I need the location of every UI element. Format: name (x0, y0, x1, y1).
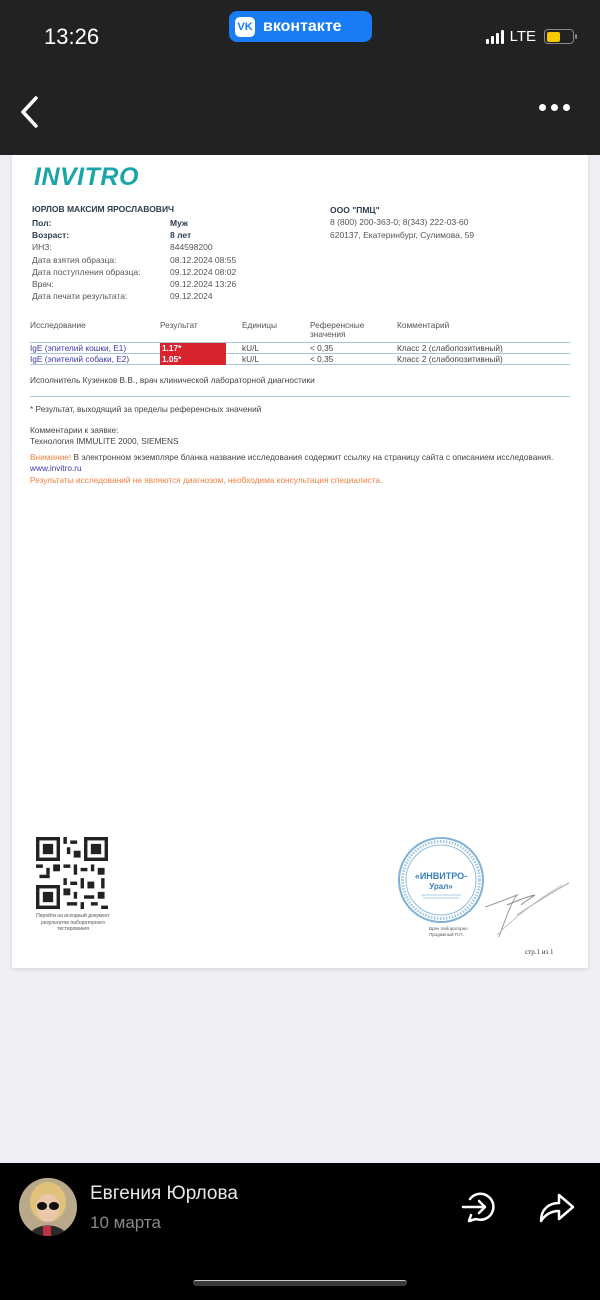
header-comment: Комментарий (397, 320, 450, 330)
attention-label: Внимание! (30, 452, 72, 462)
disclaimer: Результаты исследований не являются диагнозом, необходима консультация специалиста. (30, 475, 383, 485)
field-value: Муж (170, 218, 188, 228)
svg-text:«ИНВИТРО-: «ИНВИТРО- (414, 871, 468, 881)
reply-icon (460, 1189, 502, 1225)
ellipsis-icon (539, 104, 546, 111)
signature-icon (477, 875, 577, 945)
doctor-caption (429, 926, 468, 938)
status-indicators (486, 28, 574, 45)
website-link[interactable]: www.invitro.ru (30, 462, 82, 473)
reference: < 0,35 (310, 343, 334, 353)
technology: Технология IMMULITE 2000, SIEMENS (30, 435, 179, 446)
attention-note (30, 452, 575, 473)
table-row (30, 354, 570, 365)
footnote: * Результат, выходящий за пределы референсных значений (30, 404, 262, 414)
app-return-label: вконтакте (263, 17, 342, 35)
comments-label: Комментарии к заявке: (30, 425, 119, 435)
header-test: Исследование (30, 320, 86, 330)
table-row (30, 343, 570, 354)
svg-text:Урал»: Урал» (429, 882, 453, 891)
share-button[interactable] (535, 1189, 579, 1225)
comment: Класс 2 (слабопозитивный) (397, 354, 503, 364)
attention-text: В электронном экземпляре бланка название исследования содержит ссылку на страницу сайта с описанием исследования. (71, 452, 554, 462)
home-indicator[interactable] (193, 1280, 407, 1286)
avatar-photo-icon (19, 1178, 77, 1236)
field-label: Дата взятия образца: (32, 254, 117, 265)
signal-icon (486, 30, 504, 44)
field-value: 09.12.2024 13:26 (170, 279, 237, 290)
units: kU/L (242, 343, 260, 353)
field-value: 09.12.2024 (170, 291, 213, 302)
doctor-role: Врач лабораторно (429, 926, 468, 931)
field-value: 09.12.2024 08:02 (170, 266, 237, 277)
comment: Класс 2 (слабопозитивный) (397, 343, 503, 353)
post-date: 10 марта (90, 1213, 161, 1232)
field-label: Дата поступления образца: (32, 266, 141, 277)
org-phones: 8 (800) 200-363-0; 8(343) 222-03-60 (330, 217, 469, 228)
back-button[interactable] (16, 94, 44, 130)
executor: Исполнитель Кузенков В.В., врач клинической лабораторной диагностики (30, 375, 315, 385)
units: kU/L (242, 354, 260, 364)
top-bar (0, 0, 600, 155)
page-number: стр.1 из 1 (525, 948, 554, 956)
header-result: Результат (160, 320, 198, 330)
status-time: 13:26 (44, 24, 100, 49)
qr-caption: Перейти на исходный документ результатов лабораторного тестирования (36, 913, 110, 932)
result-value-flagged: 1.17* (160, 343, 226, 354)
field-label: ИНЗ: (32, 242, 52, 253)
lab-result-document (12, 155, 588, 968)
reply-button[interactable] (460, 1189, 502, 1225)
header-reference: Референсные значения (310, 320, 365, 339)
invitro-logo: INVITRO (34, 163, 139, 191)
avatar[interactable] (19, 1178, 77, 1236)
field-value: 844598200 (170, 242, 213, 253)
lab-organization (330, 204, 474, 241)
result-value-flagged: 1.05* (160, 354, 226, 365)
doctor-name: Продажный П.П. (429, 932, 464, 937)
field-value: 08.12.2024 08:55 (170, 254, 237, 265)
field-value: 8 лет (170, 230, 192, 241)
patient-name: ЮРЛОВ МАКСИМ ЯРОСЛАВОВИЧ (32, 204, 175, 214)
battery-icon (544, 29, 574, 44)
test-link[interactable]: IgE (эпителий собаки, E2) (30, 354, 130, 364)
order-comments (30, 425, 179, 446)
org-name: ООО "ПМЦ" (330, 205, 380, 215)
table-header (30, 321, 570, 343)
results-table (30, 321, 570, 365)
patient-info (32, 217, 236, 302)
header-units: Единицы (242, 320, 277, 330)
field-label: Дата печати результата: (32, 291, 128, 302)
stamp-icon (396, 835, 486, 925)
reference: < 0,35 (310, 354, 334, 364)
vk-logo-icon: VK (235, 17, 255, 37)
share-icon (535, 1189, 579, 1225)
test-link[interactable]: IgE (эпителий кошки, E1) (30, 343, 127, 353)
network-type: LTE (509, 28, 536, 45)
qr-code-icon[interactable] (36, 837, 108, 909)
chevron-left-icon (16, 94, 44, 130)
post-author[interactable]: Евгения Юрлова (90, 1183, 238, 1204)
field-label: Врач: (32, 279, 54, 290)
app-return-pill[interactable] (229, 11, 372, 42)
more-button[interactable] (539, 104, 570, 111)
field-label: Пол: (32, 218, 52, 228)
divider (30, 396, 570, 397)
org-address: 620137, Екатеринбург, Сулимова, 59 (330, 229, 475, 240)
field-label: Возраст: (32, 230, 70, 241)
